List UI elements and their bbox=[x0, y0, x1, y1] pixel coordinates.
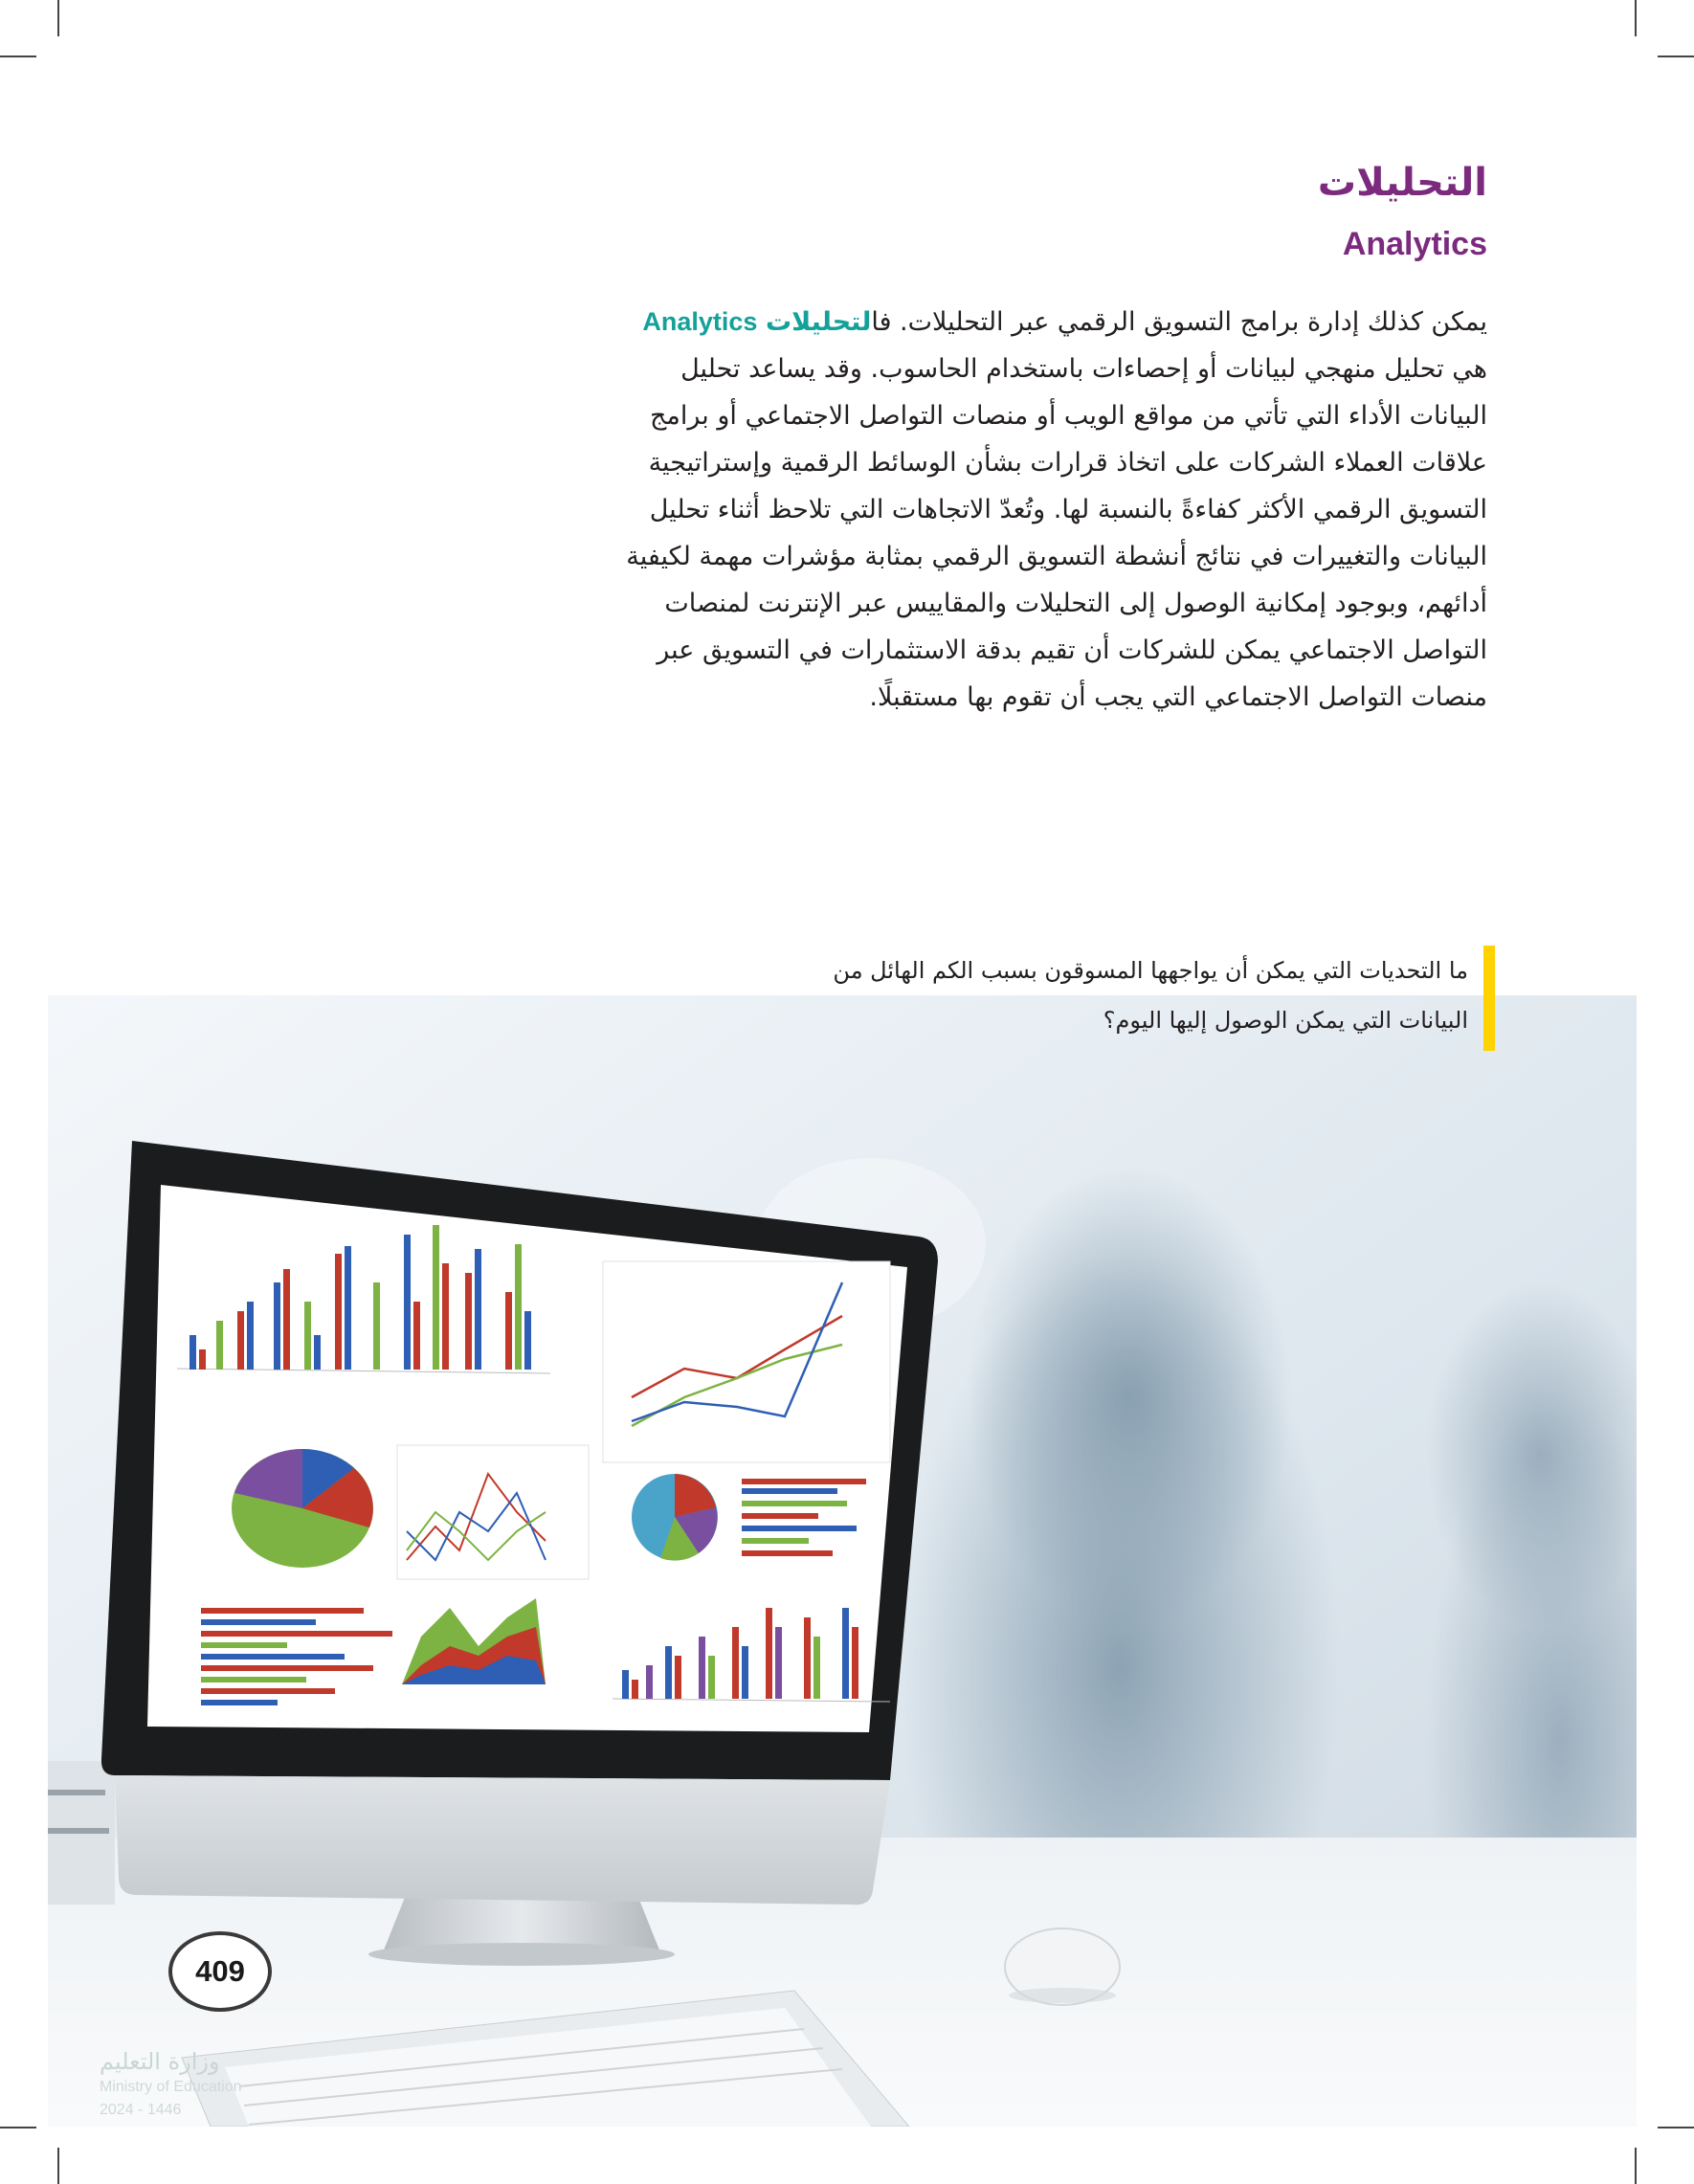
screen-line-chart-small bbox=[397, 1445, 589, 1579]
question-line: البيانات التي يمكن الوصول إليها اليوم؟ bbox=[1103, 1007, 1468, 1034]
paragraph-line: البيانات الأداء التي تأتي من مواقع الويب أو منصات التواصل الاجتماعي أو برامج bbox=[649, 401, 1487, 431]
discussion-question bbox=[741, 946, 1468, 1045]
screen-pie-chart-2 bbox=[632, 1474, 718, 1561]
ministry-watermark-arabic: وزارة التعليم bbox=[100, 2048, 220, 2075]
crop-mark bbox=[0, 56, 36, 57]
ministry-watermark-english: Ministry of Education bbox=[100, 2079, 242, 2095]
crop-mark bbox=[1658, 56, 1694, 57]
section-title-english: Analytics bbox=[1342, 226, 1487, 262]
ministry-watermark-year: 2024 - 1446 bbox=[100, 2102, 182, 2118]
paragraph-line bbox=[511, 299, 1487, 345]
crop-mark bbox=[1658, 2127, 1694, 2128]
paragraph-lead: يمكن كذلك إدارة برامج التسويق الرقمي عبر التحليلات. فا bbox=[871, 307, 1487, 337]
paragraph-line: أدائهم، وبوجود إمكانية الوصول إلى التحليلات والمقاييس عبر الإنترنت لمنصات bbox=[664, 589, 1487, 618]
crop-mark bbox=[0, 2127, 36, 2128]
crop-mark bbox=[57, 2148, 59, 2184]
paragraph-line: منصات التواصل الاجتماعي التي يجب أن تقوم بها مستقبلًا. bbox=[869, 682, 1487, 712]
body-paragraph bbox=[511, 299, 1487, 721]
term-highlight-arabic: لتحليلات bbox=[766, 307, 872, 337]
analytics-monitor-photo bbox=[48, 995, 1637, 2127]
screen-line-chart bbox=[603, 1261, 890, 1462]
screen-pie-chart bbox=[232, 1449, 373, 1568]
crop-mark bbox=[57, 0, 59, 36]
paragraph-line: البيانات والتغييرات في نتائج أنشطة التسويق الرقمي بمثابة مؤشرات مهمة لكيفية bbox=[626, 542, 1487, 571]
monitor-illustration bbox=[48, 995, 1637, 2127]
paragraph-line: التسويق الرقمي الأكثر كفاءةً بالنسبة لها. وتُعدّ الاتجاهات التي تلاحظ أثناء تحليل bbox=[649, 495, 1487, 524]
paragraph-line: علاقات العملاء الشركات على اتخاذ قرارات بشأن الوسائط الرقمية وإستراتيجية bbox=[648, 448, 1487, 478]
paragraph-line: التواصل الاجتماعي يمكن للشركات أن تقيم بدقة الاستثمارات في التسويق عبر bbox=[657, 635, 1487, 665]
crop-mark bbox=[1635, 2148, 1637, 2184]
page-number: 409 bbox=[168, 1931, 272, 2012]
question-line: ما التحديات التي يمكن أن يواجهها المسوقون بسبب الكم الهائل من bbox=[833, 957, 1468, 984]
paragraph-line: هي تحليل منهجي لبيانات أو إحصاءات باستخدام الحاسوب. وقد يساعد تحليل bbox=[680, 354, 1487, 384]
section-title-arabic: التحليلات bbox=[1317, 161, 1487, 205]
crop-mark bbox=[1635, 0, 1637, 36]
mouse-image bbox=[1005, 1928, 1120, 2005]
question-accent-bar bbox=[1483, 946, 1495, 1051]
term-highlight-english: Analytics bbox=[642, 307, 758, 336]
